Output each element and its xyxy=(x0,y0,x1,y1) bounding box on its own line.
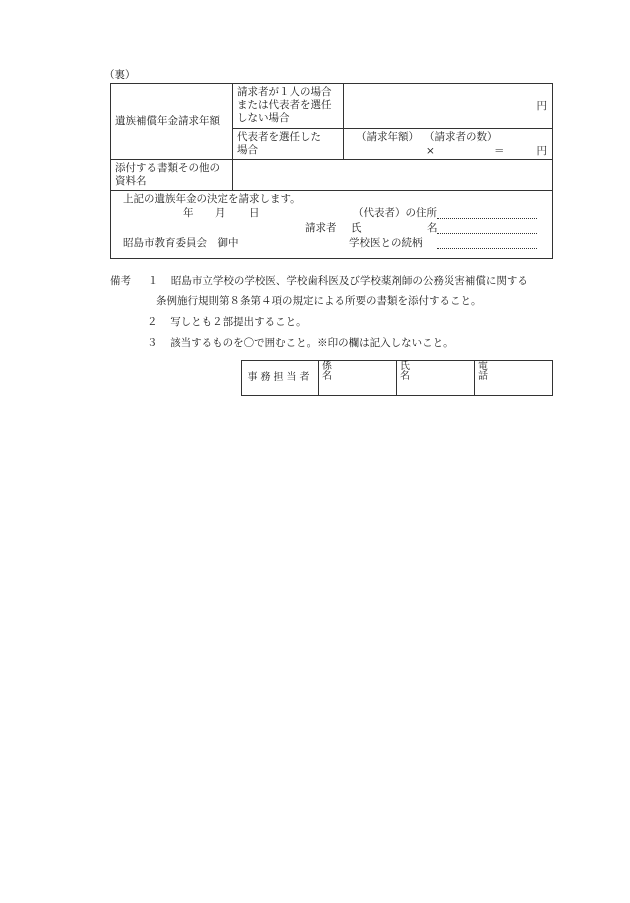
date-month-label: 月 xyxy=(215,207,226,219)
name-field[interactable] xyxy=(437,222,537,234)
staff-phone-label-2: 話 xyxy=(478,371,488,382)
staff-phone-label-1: 電 xyxy=(478,361,488,372)
annual-amount-label: 遺族補償年金請求年額 xyxy=(115,115,220,127)
single-amount-field[interactable] xyxy=(344,84,553,129)
request-text: 上記の遺族年金の決定を請求します。 xyxy=(123,193,301,205)
rep-address-label: （代表者）の住所 xyxy=(353,207,437,219)
notes-item-3-text: 該当するものを〇で囲むこと。※印の欄は記入しないこと。 xyxy=(170,337,454,349)
single-claimant-line-2: または代表者を選任 xyxy=(237,99,332,111)
notes-item-1-text-1: 昭島市立学校の学校医、学校歯科医及び学校薬剤師の公務災害補償に関する xyxy=(170,275,528,287)
annual-amount-header: （請求年額） xyxy=(356,131,419,143)
representative-amount-unit: 円 xyxy=(536,145,547,157)
staff-label-cell xyxy=(242,361,319,396)
addressee: 昭島市教育委員会 御中 xyxy=(123,237,239,249)
representative-line-1: 代表者を選任した xyxy=(237,131,321,143)
attachments-field[interactable] xyxy=(233,160,553,191)
notes-item-2-text: 写しとも２部提出すること。 xyxy=(170,316,307,328)
single-claimant-line-3: しない場合 xyxy=(237,112,290,124)
staff-section-field[interactable] xyxy=(319,361,397,396)
representative-line-2: 場合 xyxy=(237,144,258,156)
attachments-label-line-1: 添付する書類その他の xyxy=(115,162,220,174)
notes-item-2 xyxy=(147,315,307,329)
notes-item-1-line-1 xyxy=(110,274,528,288)
times-sign: × xyxy=(426,145,435,157)
name-label-2: 名 xyxy=(427,222,438,234)
notes-item-1-text-2: 条例施行規則第８条第４項の規定による所要の書類を添付すること。 xyxy=(156,295,482,307)
claimant-label: 請求者 xyxy=(305,222,337,234)
staff-in-charge-table xyxy=(241,360,553,396)
representative-cell xyxy=(233,129,344,160)
relation-label: 学校医との続柄 xyxy=(349,237,423,249)
staff-name-field[interactable] xyxy=(397,361,475,396)
staff-name-label-2: 名 xyxy=(400,371,410,382)
date-day-label: 日 xyxy=(249,207,260,219)
notes-heading: 備考 xyxy=(110,275,131,287)
claimant-count-header: （請求者の数） xyxy=(424,131,498,143)
single-amount-unit: 円 xyxy=(536,100,547,112)
attachments-label-line-2: 資料名 xyxy=(115,175,147,187)
staff-phone-field[interactable] xyxy=(475,361,553,396)
attachments-label-cell xyxy=(111,160,233,191)
representative-amount-field[interactable] xyxy=(344,129,553,160)
side-label: （裏） xyxy=(104,69,136,81)
notes-item-3-number: ３ xyxy=(147,337,158,349)
name-label-1: 氏 xyxy=(351,222,362,234)
relation-field[interactable] xyxy=(437,237,537,249)
address-field[interactable] xyxy=(437,207,537,219)
single-claimant-line-1: 請求者が１人の場合 xyxy=(237,86,332,98)
staff-section-label-2: 名 xyxy=(322,371,332,382)
annual-amount-label-cell xyxy=(111,84,233,160)
staff-label: 事務担当者 xyxy=(247,372,313,383)
request-cell xyxy=(111,191,553,259)
notes-item-2-number: ２ xyxy=(147,316,158,328)
notes-item-1-number: １ xyxy=(147,275,159,287)
single-claimant-cell xyxy=(233,84,344,129)
staff-section-label-1: 係 xyxy=(322,361,332,372)
notes-item-3 xyxy=(147,336,454,350)
claim-form-table xyxy=(110,83,553,259)
equals-sign: ＝ xyxy=(494,145,505,157)
date-year-label: 年 xyxy=(183,207,194,219)
staff-name-label-1: 氏 xyxy=(400,361,410,372)
